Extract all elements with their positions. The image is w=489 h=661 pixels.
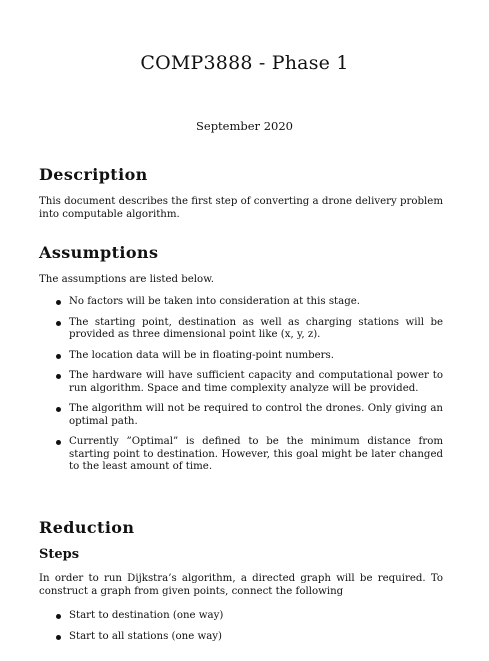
steps-heading: Steps	[39, 547, 80, 562]
list-item: Start to destination (one way)	[56, 610, 443, 623]
bullet-icon	[56, 374, 61, 379]
reduction-heading: Reduction	[39, 518, 135, 537]
list-item: The hardware will have sufficient capacity and computational power to run algorithm. Space and time complexity analyze will be provided.	[56, 370, 443, 395]
assumptions-intro: The assumptions are listed below.	[39, 274, 214, 285]
bullet-icon	[56, 635, 61, 640]
steps-list	[56, 610, 443, 651]
bullet-icon	[56, 300, 61, 305]
bullet-icon	[56, 440, 61, 445]
description-body: This document describes the first step of converting a drone delivery problem into computable algorithm.	[39, 196, 443, 220]
description-heading: Description	[39, 165, 148, 184]
list-item: Currently ”Optimal” is defined to be the minimum distance from starting point to destination. However, this goal might be later changed to the least amount of time.	[56, 436, 443, 474]
list-item: The algorithm will not be required to control the drones. Only giving an optimal path.	[56, 403, 443, 428]
bullet-icon	[56, 321, 61, 326]
list-item: Start to all stations (one way)	[56, 631, 443, 644]
steps-body: In order to run Dijkstra’s algorithm, a directed graph will be required. To construct a graph from given points, connect the following	[39, 573, 443, 597]
list-item: No factors will be taken into consideration at this stage.	[56, 296, 443, 309]
document-date: September 2020	[196, 119, 293, 133]
bullet-icon	[56, 614, 61, 619]
assumptions-heading: Assumptions	[39, 243, 159, 262]
bullet-icon	[56, 407, 61, 412]
document-title: COMP3888 - Phase 1	[140, 52, 349, 74]
assumptions-list	[56, 296, 443, 482]
list-item: The starting point, destination as well as charging stations will be provided as three dimensional point like (x, y, z).	[56, 317, 443, 342]
list-item: The location data will be in floating-point numbers.	[56, 350, 443, 363]
bullet-icon	[56, 354, 61, 359]
